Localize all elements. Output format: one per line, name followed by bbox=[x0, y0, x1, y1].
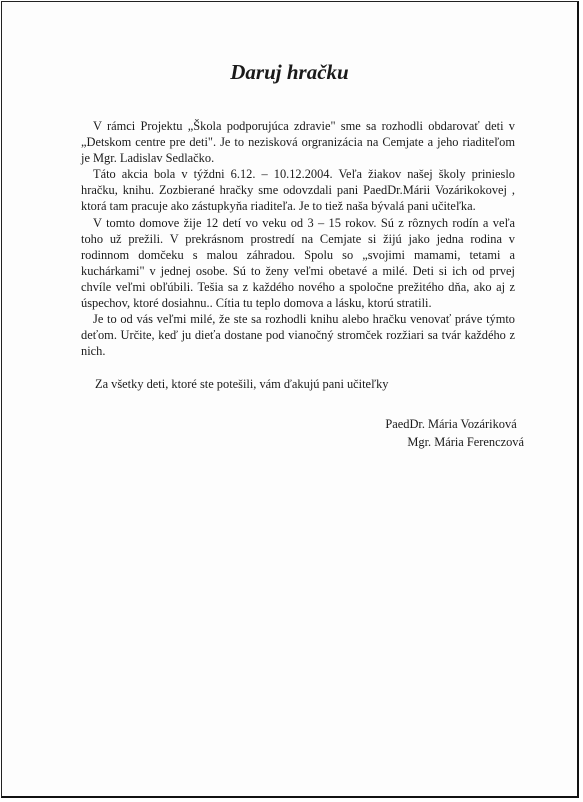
paragraph-3: V tomto domove žije 12 detí vo veku od 3 – 15 rokov. Sú z rôznych rodín a veľa toho už prežili. V prekrásnom prostredí na Cemjate si žijú jako jedna rodina v rodinnom domčeku s malou záhradou. Spolu so „svojimi mamami, tetami a kuchárkami" v jednej osobe. Sú to ženy veľmi obetavé a milé. Deti si ich od prvej chvíle veľmi obľúbili. Tešia sa z každého nového a spoločne prežitého dňa, ako aj z úspechov, ktoré dosiahnu.. Cítia tu teplo domova a lásku, ktorú stratili. bbox=[81, 215, 515, 311]
signature-block bbox=[385, 415, 524, 451]
signature-1: PaedDr. Mária Vozáriková bbox=[385, 417, 517, 431]
document-title: Daruj hračku bbox=[230, 60, 349, 84]
paragraph-4: Je to od vás veľmi milé, že ste sa rozhodli knihu alebo hračku venovať práve týmto deťom. Určite, keď ju dieťa dostane pod vianočný stromček rozžiari sa tvár každého z nich. bbox=[81, 312, 515, 359]
signature-2: Mgr. Mária Ferenczová bbox=[407, 435, 524, 449]
closing-line: Za všetky deti, ktoré ste potešili, vám ďakujú pani učiteľky bbox=[95, 377, 389, 391]
document-body bbox=[81, 118, 515, 359]
paragraph-1: V rámci Projektu „Škola podporujúca zdravie" sme sa rozhodli obdarovať deti v „Detskom centre pre deti". Je to nezisková orgranizácia na Cemjate a jeho riaditeľom je Mgr. Ladislav Sedlačko. bbox=[81, 119, 515, 166]
paragraph-2: Táto akcia bola v týždni 6.12. – 10.12.2004. Veľa žiakov našej školy prinieslo hračku, knihu. Zozbierané hračky sme odovzdali pani PaedDr.Márii Vozárikokovej , ktorá tam pracuje ako zástupkyňa riaditeľa. Je to tiež naša bývalá pani učiteľka. bbox=[81, 167, 515, 214]
scanned-page bbox=[1, 1, 579, 798]
